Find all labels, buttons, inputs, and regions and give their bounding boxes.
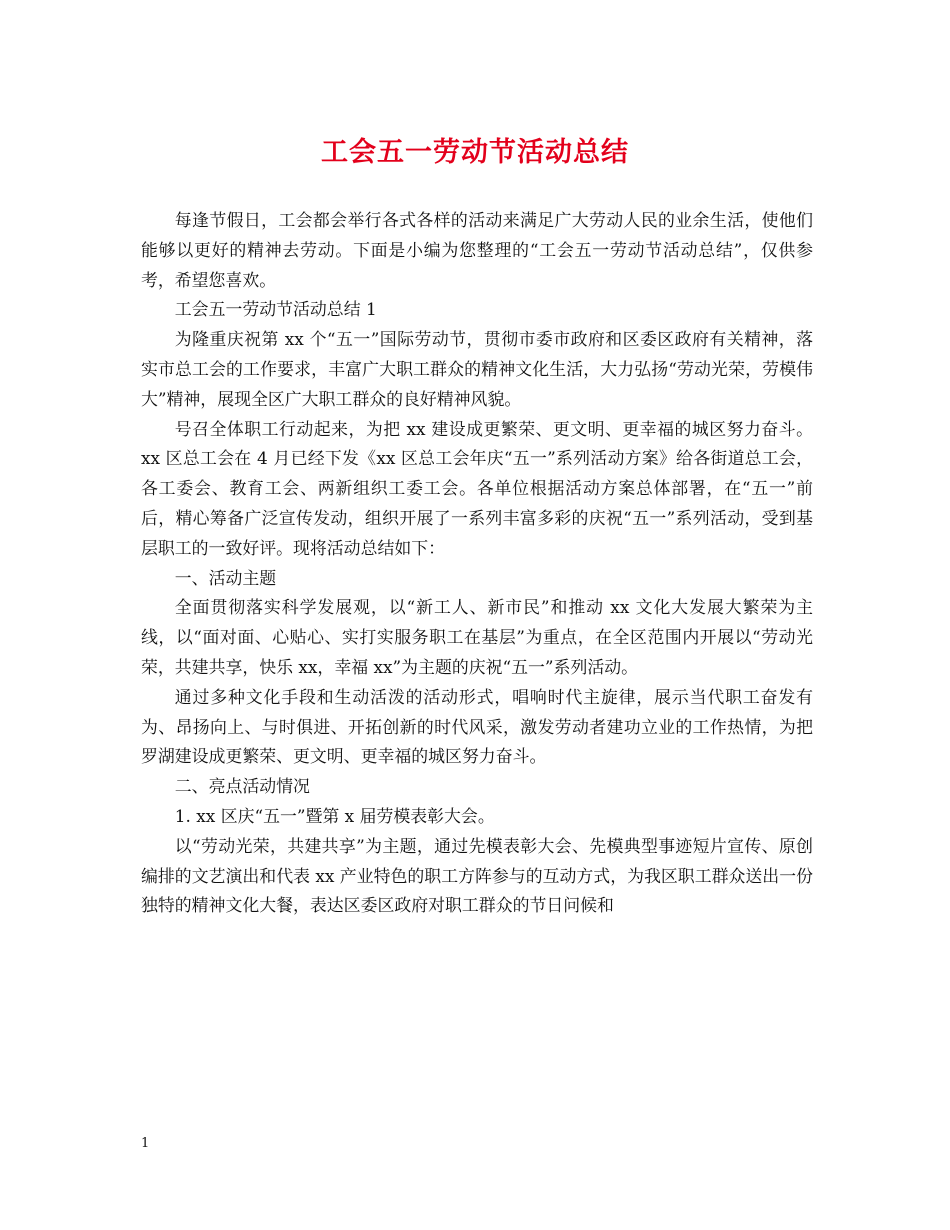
- page-number: 1: [141, 1136, 150, 1151]
- document-title: 工会五一劳动节活动总结: [321, 137, 629, 168]
- paragraph-list-item: 1. xx 区庆“五一”暨第 x 届劳模表彰大会。: [174, 805, 495, 826]
- paragraph: 通过多种文化手段和生动活泼的活动形式，唱响时代主旋律，展示当代职工奋发有为、昂扬向上、与时俱进、开拓创新的时代风采，激发劳动者建功立业的工作热情，为把罗湖建设成更繁荣、更文明、更幸福的城区努力奋斗。: [141, 686, 813, 767]
- paragraph-heading-activity-theme: 一、活动主题: [174, 567, 277, 588]
- document-body: [141, 206, 813, 921]
- paragraph-section-heading-1: 工会五一劳动节活动总结 1: [174, 299, 377, 320]
- paragraph: 号召全体职工行动起来，为把 xx 建设成更繁荣、更文明、更幸福的城区努力奋斗。xx 区总工会在 4 月已经下发《xx 区总工会年庆“五一”系列活动方案》给各街道总工会，各工委会、教育工会、两新组织工委工会。各单位根据活动方案总体部署，在“五一”前后，精心筹备广泛宣传发动，组织开展了一系列丰富多彩的庆祝“五一”系列活动，受到基层职工的一致好评。现将活动总结如下：: [141, 418, 813, 558]
- paragraph: 以“劳动光荣，共建共享”为主题，通过先模表彰大会、先模典型事迹短片宣传、原创编排的文艺演出和代表 xx 产业特色的职工方阵参与的互动方式，为我区职工群众送出一份独特的精神文化大餐，表达区委区政府对职工群众的节日问候和: [141, 835, 813, 916]
- paragraph-heading-highlights: 二、亮点活动情况: [174, 776, 310, 797]
- paragraph: 为隆重庆祝第 xx 个“五一”国际劳动节，贯彻市委市政府和区委区政府有关精神，落实市总工会的工作要求，丰富广大职工群众的精神文化生活，大力弘扬“劳动光荣，劳模伟大”精神，展现全区广大职工群众的良好精神风貌。: [141, 329, 813, 409]
- paragraph-intro: 每逢节假日，工会都会举行各式各样的活动来满足广大劳动人民的业余生活，使他们能够以更好的精神去劳动。下面是小编为您整理的“工会五一劳动节活动总结”，仅供参考，希望您喜欢。: [141, 210, 813, 290]
- paragraph: 全面贯彻落实科学发展观，以“新工人、新市民”和推动 xx 文化大发展大繁荣为主线，以“面对面、心贴心、实打实服务职工在基层”为重点，在全区范围内开展以“劳动光荣，共建共享，快乐 xx，幸福 xx”为主题的庆祝“五一”系列活动。: [141, 597, 813, 677]
